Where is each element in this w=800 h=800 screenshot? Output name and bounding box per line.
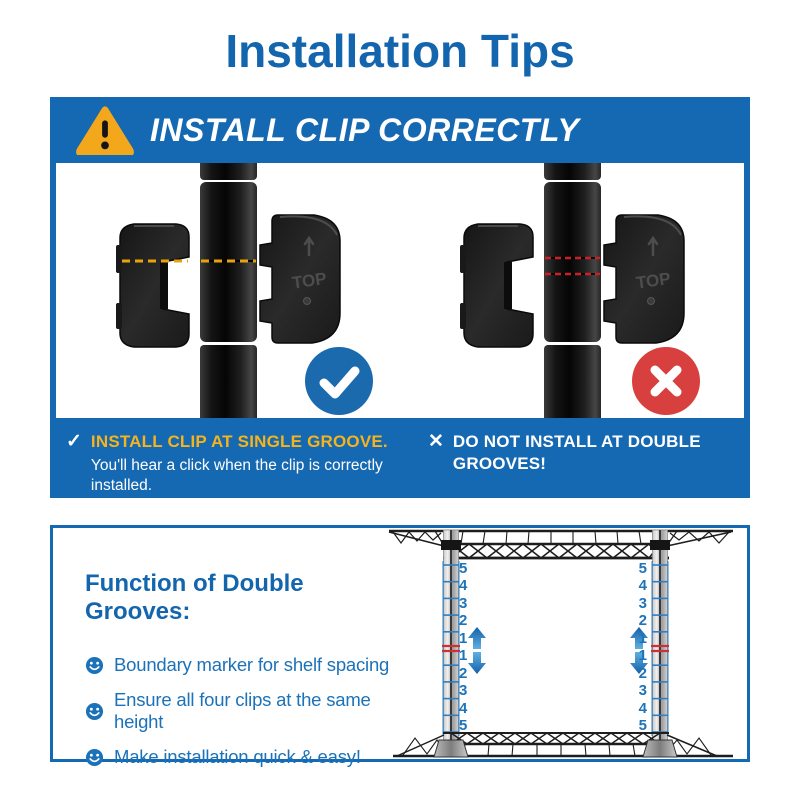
cross-icon [632, 347, 700, 415]
panel-heading: INSTALL CLIP CORRECTLY [150, 111, 580, 148]
correct-note [50, 418, 422, 498]
comparison-area [56, 163, 744, 418]
scale-number: 3 [638, 682, 647, 700]
left-post-scale [459, 561, 481, 734]
top-shelf-wires [389, 531, 733, 558]
bullet-item [85, 654, 415, 676]
scale-number: 5 [638, 716, 647, 734]
bullet-text: Ensure all four clips at the same height [114, 689, 371, 732]
post-foot [643, 740, 677, 757]
smiley-icon [85, 656, 104, 675]
right-post [650, 530, 670, 750]
function-heading: Function of Double Grooves: [85, 570, 304, 625]
incorrect-note [422, 418, 750, 498]
scale-number: 1 [638, 647, 647, 665]
bullet-text: Make installation quick & easy! [114, 746, 361, 767]
panel-footer [50, 418, 750, 498]
check-icon [305, 347, 373, 415]
function-text-block [85, 570, 415, 781]
scale-number: 4 [459, 577, 468, 595]
clip-left-half [464, 224, 533, 347]
scale-number: 2 [459, 612, 468, 630]
bullet-item [85, 746, 415, 768]
cross-glyph-icon: ✕ [428, 431, 444, 452]
incorrect-note-title: DO NOT INSTALL AT DOUBLE GROOVES! [452, 432, 701, 473]
scale-number: 4 [459, 699, 468, 717]
scale-number: 5 [459, 716, 468, 734]
clip-top-label: TOP [634, 268, 672, 293]
scale-number: 1 [459, 647, 468, 665]
post-foot [434, 740, 468, 757]
scale-number: 2 [638, 612, 647, 630]
pole [544, 163, 601, 180]
left-post [441, 530, 461, 750]
scale-number: 1 [459, 629, 468, 647]
correct-example [56, 163, 400, 418]
scale-number: 4 [638, 577, 647, 595]
pole [200, 163, 257, 180]
incorrect-example [400, 163, 744, 418]
scale-number: 5 [638, 560, 647, 577]
scale-number: 2 [459, 664, 468, 682]
correct-note-description: You'll hear a click when the clip is correctly installed. [90, 457, 383, 494]
warning-icon [76, 105, 134, 155]
scale-number: 3 [638, 594, 647, 612]
clip-left-half [120, 224, 189, 347]
double-grooves-panel [50, 525, 750, 767]
scale-number: 3 [459, 682, 468, 700]
check-glyph-icon: ✓ [66, 431, 82, 452]
bullet-item [85, 689, 415, 733]
bullet-text: Boundary marker for shelf spacing [114, 654, 390, 675]
scale-number: 2 [638, 664, 647, 682]
clip-top-label: TOP [290, 268, 328, 293]
install-clip-panel [50, 97, 750, 498]
smiley-icon [85, 748, 104, 767]
scale-number: 4 [638, 699, 647, 717]
right-post-scale [625, 561, 647, 734]
scale-number: 1 [638, 629, 647, 647]
scale-number: 5 [459, 560, 468, 577]
page-title: Installation Tips [225, 25, 575, 77]
scale-number: 3 [459, 594, 468, 612]
correct-note-title: INSTALL CLIP AT SINGLE GROOVE. [90, 432, 388, 451]
smiley-icon [85, 702, 104, 721]
panel-header [50, 97, 750, 163]
